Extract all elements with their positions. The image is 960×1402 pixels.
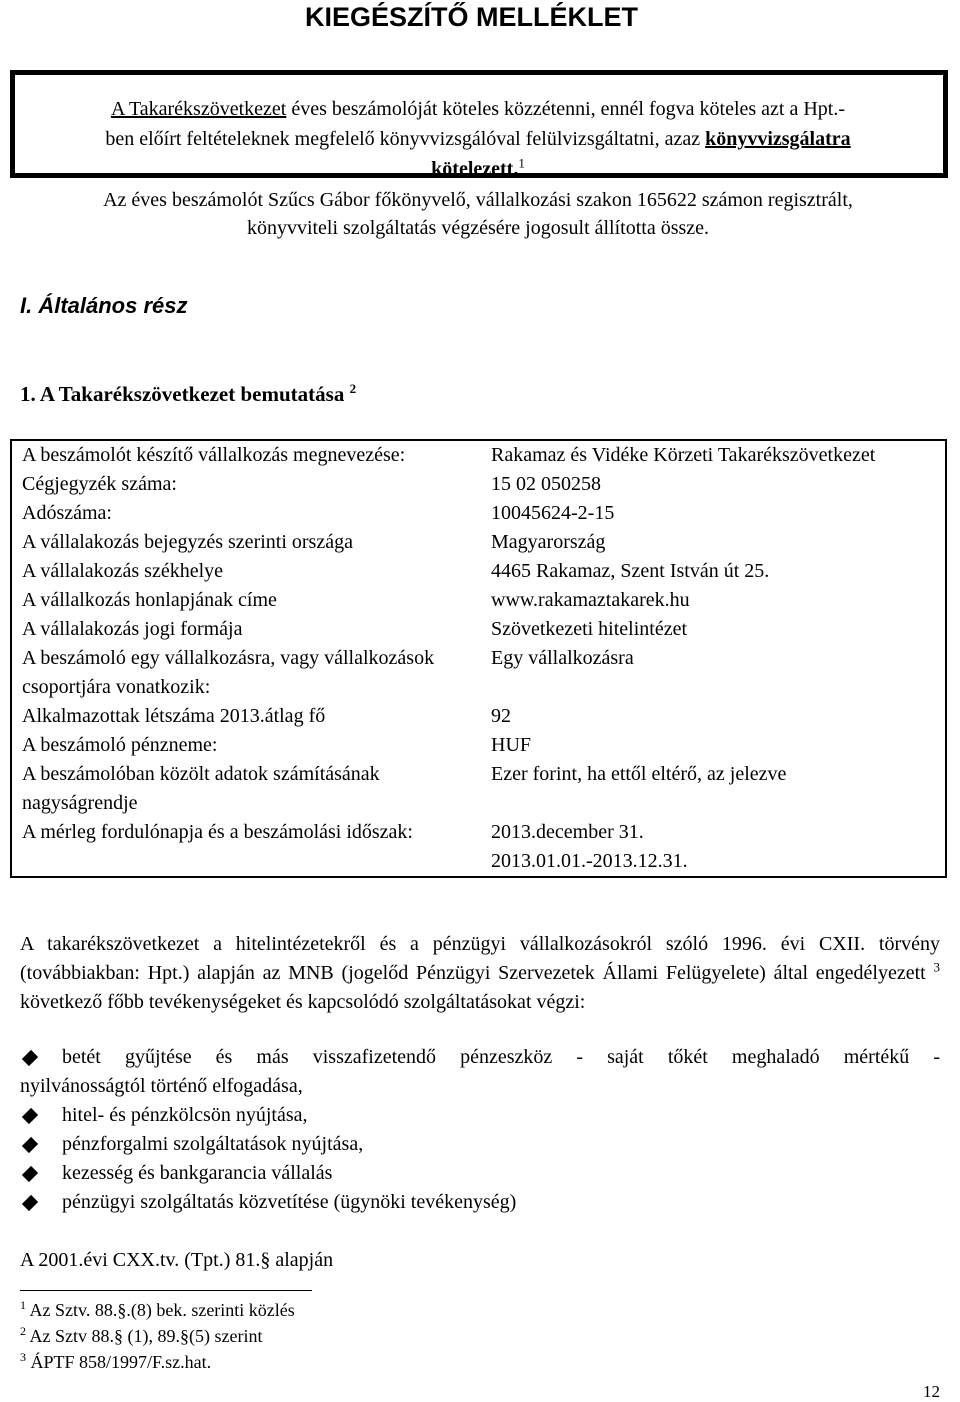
info-value-text: 2013.01.01.-2013.12.31. xyxy=(491,850,688,872)
info-value xyxy=(481,528,946,557)
info-value-text: 4465 Rakamaz, Szent István út 25. xyxy=(491,560,770,582)
compiler-line-2: könyvviteli szolgáltatás végzésére jogosult állította össze. xyxy=(246,217,710,239)
footnote-text: .(8) bek. szerinti közlés xyxy=(126,1300,295,1320)
footnote-ref-1: 1 xyxy=(518,155,525,171)
info-value-text: Rakamaz és Vidéke Körzeti Takarékszövetkezet xyxy=(491,444,876,466)
info-label: A beszámolót készítő vállalkozás megnevezése: xyxy=(22,444,406,466)
footnote-text: (1), 89. xyxy=(123,1326,181,1346)
diamond-bullet-icon xyxy=(22,1195,38,1211)
info-value-text: Szövetkezeti hitelintézet xyxy=(491,618,688,640)
diamond-bullet-icon xyxy=(22,1137,38,1153)
info-label: A beszámoló egy vállalkozásra, vagy vállalkozások csoportjára vonatkozik: xyxy=(22,647,435,698)
footnote-text: Az Sztv. 88. xyxy=(29,1300,118,1320)
info-value-text: Magyarország xyxy=(491,531,606,553)
table-row xyxy=(11,760,946,818)
table-row xyxy=(11,586,946,615)
info-label: A vállalakozás bejegyzés szerinti országa xyxy=(22,531,353,553)
list-item-text: betét gyűjtése és más visszafizetendő pénzeszköz - saját tőkét meghaladó mértékű - xyxy=(62,1046,940,1068)
legal-reference xyxy=(20,1246,333,1275)
info-label: A beszámoló pénzneme: xyxy=(22,734,218,756)
table-row xyxy=(11,702,946,731)
notice-emphasis: könyvvizsgálatra xyxy=(705,128,851,150)
subsection-heading xyxy=(20,379,356,409)
list-item-text: kezesség és bankgarancia vállalás xyxy=(62,1162,333,1184)
info-value xyxy=(481,499,946,528)
info-label: A beszámolóban közölt adatok számításának nagyságrendje xyxy=(22,763,380,814)
list-item-text: pénzügyi szolgáltatás közvetítése (ügynöki tevékenység) xyxy=(62,1191,517,1213)
info-label: A vállalakozás jogi formája xyxy=(22,618,243,640)
info-value-text: 2013.december 31. xyxy=(491,821,644,843)
table-row xyxy=(11,644,946,702)
section-sign: § xyxy=(117,1300,127,1320)
section-sign: § xyxy=(114,1326,124,1346)
notice-obligated: kötelezett. xyxy=(431,158,519,180)
info-label: Adószáma: xyxy=(22,502,112,524)
info-value-text: HUF xyxy=(491,734,532,756)
notice-subject: A Takarékszövetkezet xyxy=(110,98,287,120)
footnote-text: Az Sztv 88. xyxy=(29,1326,115,1346)
list-item xyxy=(20,1130,940,1159)
diamond-bullet-icon xyxy=(22,1166,38,1182)
list-item-text: hitel- és pénzkölcsön nyújtása, xyxy=(62,1104,308,1126)
info-value-text: 92 xyxy=(491,705,511,727)
footnote-divider xyxy=(20,1290,312,1291)
table-row xyxy=(11,731,946,760)
intro-text-a: A takarékszövetkezet a hitelintézetekről és a pénzügyi vállalkozásokról szóló 1996. évi CXII. törvény (továbbiakban: Hpt.) alapján az MNB (jogelőd Pénzügyi Szervezetek Állami Felügyelete) által engedélyezett xyxy=(20,933,940,984)
info-value xyxy=(481,557,946,586)
info-value xyxy=(481,586,946,615)
audit-notice xyxy=(18,94,938,184)
diamond-bullet-icon xyxy=(22,1050,38,1066)
footnote-text: (5) szerint xyxy=(189,1326,263,1346)
reference-end: alapján xyxy=(270,1249,334,1271)
company-info-table xyxy=(10,439,947,878)
page-title: KIEGÉSZÍTŐ MELLÉKLET xyxy=(305,2,639,32)
info-value xyxy=(481,702,946,731)
footnote-num: 2 xyxy=(20,1324,26,1338)
info-label: Alkalmazottak létszáma 2013.átlag fő xyxy=(22,705,326,727)
list-item xyxy=(20,1043,940,1072)
section-heading: I. Általános rész xyxy=(20,293,188,318)
table-row xyxy=(11,615,946,644)
info-label: A mérleg fordulónapja és a beszámolási időszak: xyxy=(22,821,413,843)
info-label: A vállalkozás honlapjának címe xyxy=(22,589,277,611)
info-value xyxy=(481,818,946,877)
reference-text: A 2001.évi CXX.tv. (Tpt.) 81. xyxy=(20,1249,261,1271)
table-row xyxy=(11,499,946,528)
footnote-1 xyxy=(20,1298,295,1322)
footnote-num: 3 xyxy=(20,1350,26,1364)
activities-list xyxy=(20,1043,940,1217)
info-value xyxy=(481,760,946,818)
list-item xyxy=(20,1159,940,1188)
info-value xyxy=(481,644,946,702)
footnote-num: 1 xyxy=(20,1298,26,1312)
info-value xyxy=(481,440,946,470)
list-item-text: nyilvánosságtól történő elfogadása, xyxy=(20,1075,303,1097)
info-value-text: Egy vállalkozásra xyxy=(491,647,634,669)
section-sign: § xyxy=(180,1326,190,1346)
table-row xyxy=(11,818,946,877)
notice-text-1: éves beszámolóját köteles közzétenni, ennél fogva köteles azt a Hpt.- xyxy=(286,98,846,120)
info-value-text: Ezer forint, ha ettől eltérő, az jelezve xyxy=(491,763,787,785)
info-value xyxy=(481,615,946,644)
footnote-3 xyxy=(20,1350,211,1374)
table-row xyxy=(11,528,946,557)
footnote-ref-3: 3 xyxy=(933,959,941,975)
info-value-text: 10045624-2-15 xyxy=(491,502,615,524)
compiler-line-1: Az éves beszámolót Szűcs Gábor főkönyvelő, vállalkozási szakon 165622 számon regisztrált, xyxy=(103,189,853,211)
info-value-text: www.rakamaztakarek.hu xyxy=(491,589,690,611)
info-value-text: 15 02 050258 xyxy=(491,473,601,495)
list-item-continuation xyxy=(20,1072,940,1101)
info-label: Cégjegyzék száma: xyxy=(22,473,177,495)
footnote-ref-2: 2 xyxy=(349,381,357,396)
info-value xyxy=(481,470,946,499)
list-item xyxy=(20,1188,940,1217)
list-item xyxy=(20,1101,940,1130)
notice-text-2: ben előírt feltételeknek megfelelő könyvvizsgálóval felülvizsgáltatni, azaz xyxy=(105,128,706,150)
table-row xyxy=(11,557,946,586)
section-sign: § xyxy=(260,1249,271,1271)
table-row xyxy=(11,470,946,499)
subsection-text: 1. A Takarékszövetkezet bemutatása xyxy=(20,382,345,406)
diamond-bullet-icon xyxy=(22,1108,38,1124)
page-number: 12 xyxy=(923,1382,940,1401)
list-item-text: pénzforgalmi szolgáltatások nyújtása, xyxy=(62,1133,364,1155)
activities-intro xyxy=(20,930,940,1017)
compiler-statement xyxy=(18,186,938,242)
info-label: A vállalakozás székhelye xyxy=(22,560,224,582)
intro-text-b: következő főbb tevékenységeket és kapcsolódó szolgáltatásokat végzi: xyxy=(20,991,586,1013)
footnote-2 xyxy=(20,1324,262,1348)
footnote-text: ÁPTF 858/1997/F.sz.hat. xyxy=(30,1352,212,1372)
table-row xyxy=(11,440,946,470)
info-value xyxy=(481,731,946,760)
